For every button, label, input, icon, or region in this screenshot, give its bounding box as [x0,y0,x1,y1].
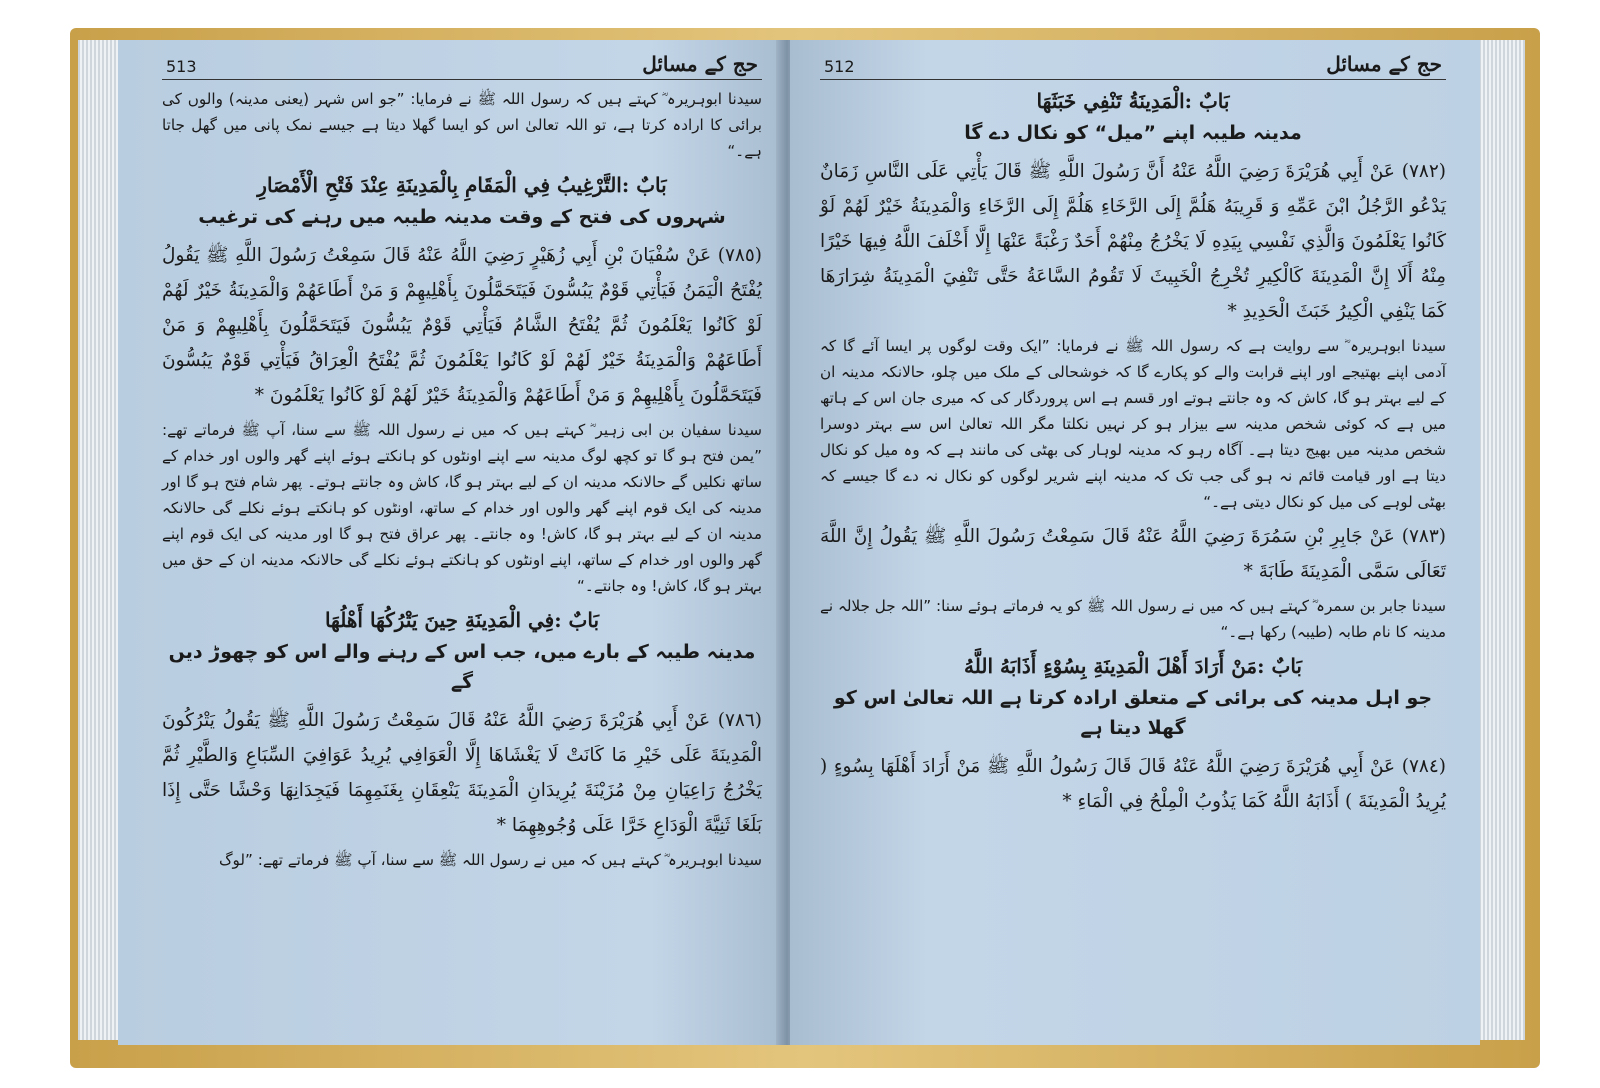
page-number: 512 [824,57,855,76]
running-header [820,52,1446,80]
chapter-heading: بَابٌ :التَّرْغِيبُ فِي الْمَقَامِ بِالْمَدِينَةِ عِنْدَ فَتْحِ الْأَمْصَارِ [257,173,667,197]
chapter-subheading: مدینہ طیبہ کے بارے میں، جب اس کے رہنے والے اس کو چھوڑ دیں گے [168,641,756,693]
hadith-782-arabic: (٧٨٢) عَنْ أَبِي هُرَيْرَةَ رَضِيَ اللَّهُ عَنْهُ أَنَّ رَسُولَ اللَّهِ ﷺ قَالَ يَأْتِي عَلَى النَّاسِ زَمَانٌ يَدْعُو الرَّجُلُ ابْنَ عَمِّهِ وَ قَرِيبَهُ هَلُمَّ إِلَى الرَّخَاءِ هَلُمَّ إِلَى الرَّخَاءِ وَالْمَدِينَةُ خَيْرٌ لَهُمْ لَوْ كَانُوا يَعْلَمُونَ وَالَّذِي نَفْسِي بِيَدِهِ لَا يَخْرُجُ مِنْهُمْ أَحَدٌ رَغْبَةً عَنْهَا إِلَّا أَخْلَفَ اللَّهُ فِيهَا خَيْرًا مِنْهُ أَلَا إِنَّ الْمَدِينَةَ كَالْكِيرِ تُخْرِجُ الْخَبِيثَ لَا تَقُومُ السَّاعَةُ حَتَّى تَنْفِيَ الْمَدِينَةُ شِرَارَهَا كَمَا يَنْفِي الْكِيرُ خَبَثَ الْحَدِيدِ * [820,161,1446,322]
chapter-heading: بَابٌ :الْمَدِينَةُ تَنْفِي خَبَثَهَا [1036,89,1230,113]
page-512 [790,40,1480,1045]
hadith-786-urdu: سیدنا ابوہریرہ ؓ کہتے ہیں کہ میں نے رسول اللہ ﷺ سے سنا، آپ ﷺ فرماتے تھے: ”لوگ [218,851,762,869]
page-number: 513 [166,57,197,76]
chapter-subheading: شہروں کی فتح کے وقت مدینہ طیبہ میں رہنے کی ترغیب [198,206,726,228]
urdu-translation: سیدنا ابوہریرہ ؓ کہتے ہیں کہ رسول اللہ ﷺ نے فرمایا: ”جو اس شہر (یعنی مدینہ) والوں کی برائی کا ارادہ کرتا ہے، تو اللہ تعالیٰ اس کو ایسا گھلا دیتا ہے جیسے نمک پانی میں گھل جاتا ہے۔“ [162,90,762,160]
hadith-783-arabic: (٧٨٣) عَنْ جَابِرِ بْنِ سَمُرَةَ رَضِيَ اللَّهُ عَنْهُ قَالَ سَمِعْتُ رَسُولَ اللَّهِ ﷺ يَقُولُ إِنَّ اللَّهَ تَعَالَى سَمَّى الْمَدِينَةَ طَابَةَ * [820,526,1446,582]
chapter-subheading: جو اہل مدینہ کی برائی کے متعلق ارادہ کرتا ہے اللہ تعالیٰ اس کو گھلا دیتا ہے [833,687,1433,739]
running-title: حج کے مسائل [642,52,758,76]
hadith-783-urdu: سیدنا جابر بن سمرہ ؓ کہتے ہیں کہ میں نے رسول اللہ ﷺ کو یہ فرماتے ہوئے سنا: ”اللہ جل جلالہ نے مدینہ کا نام طابہ (طیبہ) رکھا ہے۔“ [820,597,1446,641]
chapter-heading: بَابٌ :فِي الْمَدِينَةِ حِينَ يَتْرُكُهَا أَهْلُهَا [324,608,600,632]
page-edges-left [78,40,118,1040]
running-title: حج کے مسائل [1326,52,1442,76]
chapter-heading: بَابٌ :مَنْ أَرَادَ أَهْلَ الْمَدِينَةِ بِسُوْءٍ أَذَابَهُ اللَّهُ [964,654,1302,678]
hadith-785-urdu: سیدنا سفیان بن ابی زہیر ؓ کہتے ہیں کہ میں نے رسول اللہ ﷺ سے سنا، آپ ﷺ فرماتے تھے: ”یمن فتح ہو گا تو کچھ لوگ مدینہ سے اپنے اونٹوں کو ہانکتے ہوئے اپنے گھر والوں اور خدام کے ساتھ نکلیں گے حالانکہ مدینہ ان کے لیے بہتر ہو گا، کاش وہ جانتے ہوتے۔ پھر شام فتح ہو گا اور مدینہ کی ایک قوم اپنے گھر والوں اور خدام کے ساتھ، اونٹوں کو ہانکتے ہوئے نکلے گی حالانکہ مدینہ ان کے لیے بہتر ہو گا، کاش! وہ جانتے۔ پھر عراق فتح ہو گا اور مدینہ کی ایک قوم اپنے گھر والوں اور خدام کے ساتھ، اپنے اونٹوں کو ہانکتے ہوئے نکلے گی حالانکہ مدینہ ان کے حق میں بہتر ہو گا، کاش! وہ جانتے۔“ [162,421,762,595]
hadith-782-urdu: سیدنا ابوہریرہ ؓ سے روایت ہے کہ رسول اللہ ﷺ نے فرمایا: ”ایک وقت لوگوں پر ایسا آئے گا کہ آدمی اپنے بھتیجے اور اپنے قرابت والے کو پکارے گا کہ خوشحالی کے ملک میں چلو، حالانکہ مدینہ ان کے لیے بہتر ہو گا، کاش کہ وہ جانتے ہوتے اور قسم ہے اس پروردگار کی کہ میری جان اس کے ہاتھ میں ہے کہ کوئی شخص مدینہ سے بیزار ہو کر نہیں نکلتا مگر اللہ تعالیٰ اس سے بہتر دوسرا شخص مدینہ میں بھیج دیتا ہے۔ آگاہ رہو کہ مدینہ لوہار کی بھٹی کی مانند ہے کہ وہ میل کو نکال دیتا ہے اور قیامت قائم نہ ہو گی جب تک کہ مدینہ اپنے شریر لوگوں کو نکال نہ دے گا جیسے کہ بھٹی لوہے کی میل کو نکال دیتی ہے۔“ [820,337,1446,511]
hadith-785-arabic: (٧٨٥) عَنْ سُفْيَانَ بْنِ أَبِي زُهَيْرٍ رَضِيَ اللَّهُ عَنْهُ قَالَ سَمِعْتُ رَسُولَ اللَّهِ ﷺ يَقُولُ يُفْتَحُ الْيَمَنُ فَيَأْتِي قَوْمٌ يَبُسُّونَ فَيَتَحَمَّلُونَ بِأَهْلِيهِمْ وَ مَنْ أَطَاعَهُمْ وَالْمَدِينَةُ خَيْرٌ لَهُمْ لَوْ كَانُوا يَعْلَمُونَ ثُمَّ يُفْتَحُ الشَّامُ فَيَأْتِي قَوْمٌ يَبُسُّونَ فَيَتَحَمَّلُونَ بِأَهْلِيهِمْ وَ مَنْ أَطَاعَهُمْ وَالْمَدِينَةُ خَيْرٌ لَهُمْ لَوْ كَانُوا يَعْلَمُونَ ثُمَّ يُفْتَحُ الْعِرَاقُ فَيَأْتِي قَوْمٌ يَبُسُّونَ فَيَتَحَمَّلُونَ بِأَهْلِيهِمْ وَ مَنْ أَطَاعَهُمْ وَالْمَدِينَةُ خَيْرٌ لَهُمْ لَوْ كَانُوا يَعْلَمُونَ * [162,245,762,406]
running-header [162,52,762,80]
hadith-786-arabic: (٧٨٦) عَنْ أَبِي هُرَيْرَةَ رَضِيَ اللَّهُ عَنْهُ قَالَ سَمِعْتُ رَسُولَ اللَّهِ ﷺ يَقُولُ يَتْرُكُونَ الْمَدِينَةَ عَلَى خَيْرِ مَا كَانَتْ لَا يَغْشَاهَا إِلَّا الْعَوَافِي يُرِيدُ عَوَافِيَ السِّبَاعِ وَالطَّيْرِ ثُمَّ يَخْرُجُ رَاعِيَانِ مِنْ مُزَيْنَةَ يُرِيدَانِ الْمَدِينَةَ يَنْعِقَانِ بِغَنَمِهِمَا فَيَجِدَانِهَا وَحْشًا حَتَّى إِذَا بَلَغَا ثَنِيَّةَ الْوَدَاعِ خَرَّا عَلَى وُجُوهِهِمَا * [162,710,762,836]
chapter-subheading: مدینہ طیبہ اپنے ”میل“ کو نکال دے گا [964,122,1302,144]
page-513 [118,40,782,1045]
hadith-784-arabic: (٧٨٤) عَنْ أَبِي هُرَيْرَةَ رَضِيَ اللَّهُ عَنْهُ قَالَ قَالَ رَسُولُ اللَّهِ ﷺ مَنْ أَرَادَ أَهْلَهَا بِسُوءٍ ( يُرِيدُ الْمَدِينَةَ ) أَذَابَهُ اللَّهُ كَمَا يَذُوبُ الْمِلْحُ فِي الْمَاءِ * [820,756,1446,812]
page-edges-right [1475,40,1525,1040]
